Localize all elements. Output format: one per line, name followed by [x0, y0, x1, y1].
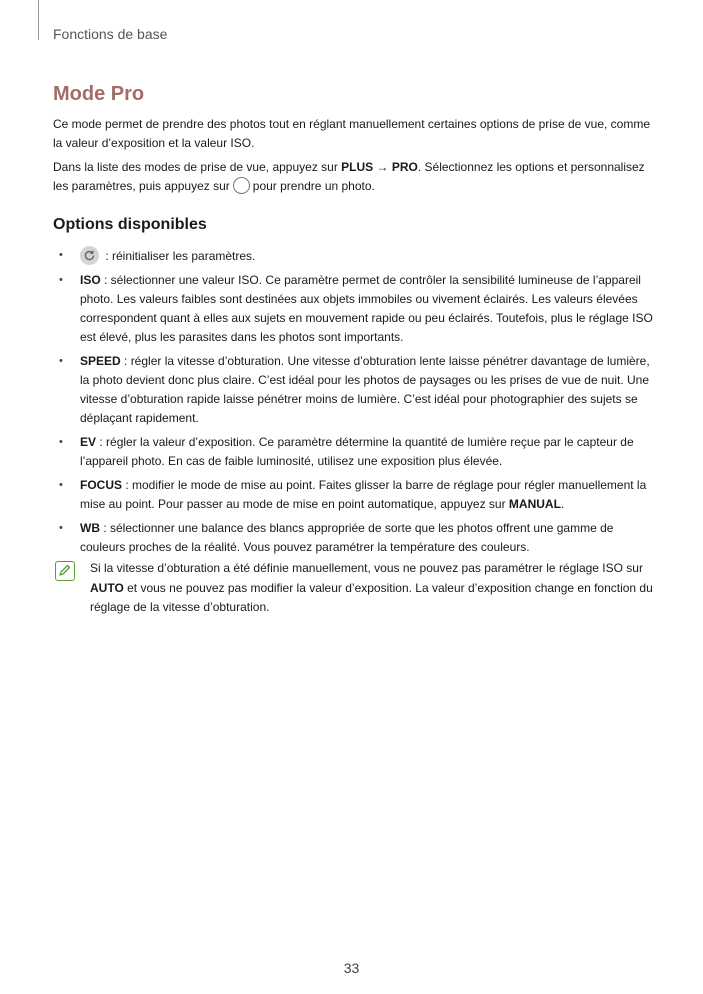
option-focus: [53, 476, 653, 514]
option-speed-text: : régler la vitesse d’obturation. Une vitesse d’obturation lente laisse pénétrer davantage de lumière, la photo devient donc plus claire. C’est idéal pour les photos de paysages ou les prises de vue de nuit. Une vitesse d’obturation rapide laisse pénétrer moins de lumière. C’est idéal pour photographier des sujets se déplaçant rapidement.: [80, 354, 650, 425]
note-text-after: et vous ne pouvez pas modifier la valeur d’exposition. La valeur d’exposition change en fonction du réglage de la vitesse d’obturation.: [90, 580, 653, 614]
note-text-before: Si la vitesse d’obturation a été définie manuellement, vous ne pouvez pas paramétrer le réglage ISO sur: [90, 561, 643, 575]
option-wb-text: : sélectionner une balance des blancs appropriée de sorte que les photos offrent une gamme de couleurs proches de la réalité. Vous pouvez paramétrer la température des couleurs.: [80, 521, 614, 554]
option-ev-text: : régler la valeur d’exposition. Ce paramètre détermine la quantité de lumière reçue par le capteur de l’appareil photo. En cas de faible luminosité, utilisez une exposition plus élevée.: [80, 435, 634, 468]
plus-mode-label: PLUS: [341, 160, 374, 174]
option-wb: [53, 519, 653, 557]
option-wb-label: WB: [80, 521, 100, 535]
bullet-dot: •: [59, 479, 63, 491]
instructions-text-middle: . Sélectionnez les options et personnalisez les paramètres, puis appuyez sur: [53, 160, 645, 193]
auto-label: AUTO: [90, 580, 124, 595]
bullet-dot: •: [59, 249, 63, 261]
instructions-paragraph: [53, 158, 653, 196]
note-pencil-icon: [55, 561, 75, 581]
option-ev: [53, 433, 653, 471]
option-iso: [53, 271, 653, 347]
bullet-dot: •: [59, 355, 63, 367]
note-text: [90, 559, 653, 618]
instructions-text-before: Dans la liste des modes de prise de vue, appuyez sur: [53, 160, 342, 174]
manual-label: MANUAL: [508, 497, 561, 511]
bullet-dot: •: [59, 274, 63, 286]
option-speed-label: SPEED: [80, 354, 121, 368]
header-rule: [38, 0, 39, 40]
page-title: Mode Pro: [53, 83, 145, 105]
section-header: Fonctions de base: [53, 26, 168, 42]
option-speed: [53, 352, 653, 428]
pro-mode-label: PRO: [391, 160, 418, 174]
note-box: [53, 559, 653, 618]
intro-paragraph: Ce mode permet de prendre des photos tout en réglant manuellement certaines options de prise de vue, comme la valeur d’exposition et la valeur ISO.: [53, 117, 651, 150]
option-focus-end: .: [560, 497, 565, 511]
option-reset-text: : réinitialiser les paramètres.: [102, 249, 256, 263]
bullet-dot: •: [59, 436, 63, 448]
option-iso-label: ISO: [80, 273, 101, 287]
reset-icon: [80, 246, 99, 265]
page-number: 33: [343, 960, 360, 976]
shutter-button-icon: [233, 177, 250, 194]
option-reset: [53, 246, 653, 266]
option-ev-label: EV: [80, 435, 97, 449]
option-focus-label: FOCUS: [80, 478, 122, 492]
bullet-dot: •: [59, 522, 63, 534]
option-focus-text: : modifier le mode de mise au point. Faites glisser la barre de réglage pour régler manuellement la mise au point. Pour passer au mode de mise en point automatique, appuyez sur: [80, 478, 647, 511]
option-iso-text: : sélectionner une valeur ISO. Ce paramètre permet de contrôler la sensibilité lumineuse de l’appareil photo. Les valeurs faibles sont destinées aux objets immobiles ou vivement éclairés. Les valeurs élevées correspondent quant à elles aux sujets en mouvement rapide ou peu éclairés. Toutefois, plus le réglage ISO est élevé, plus les parasites dans les photos sont importants.: [80, 273, 653, 344]
instructions-text-after: pour prendre un photo.: [252, 179, 375, 193]
arrow-glyph: →: [373, 160, 392, 174]
options-list: [53, 246, 653, 562]
options-heading: Options disponibles: [53, 216, 207, 233]
